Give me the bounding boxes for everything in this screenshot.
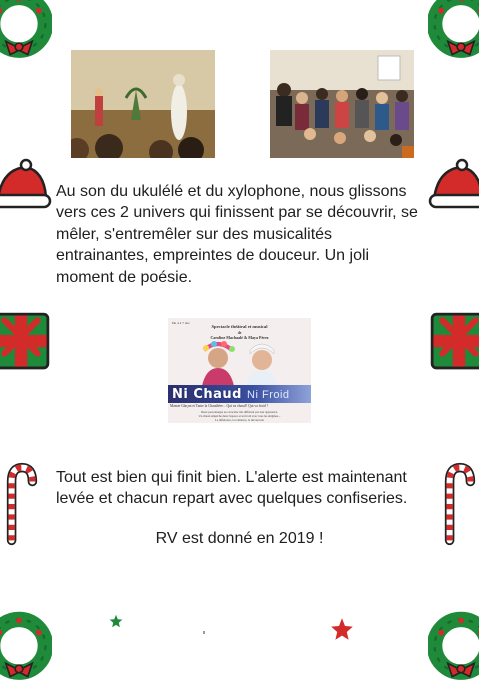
wreath-icon (428, 608, 479, 688)
paragraph-rendezvous: RV est donné en 2019 ! (155, 530, 324, 547)
wreath-icon (0, 608, 52, 688)
paragraph-intro: Au son du ukulélé et du xylophone, nous glissons vers ces 2 univers qui finissent par se découvrir, se mêler, s'entremêler sur des musicalités entrainantes, empreintes de douceur. Un joli moment de poésie. (56, 183, 418, 286)
star-icon (330, 617, 354, 641)
show-poster (168, 318, 311, 423)
poster-desc-1: Deux personnages au caractère très différent par leur apparence. (201, 410, 278, 414)
photo-audience (270, 50, 414, 158)
poster-authors: Caroline Machaalé & Maya Pérez (210, 335, 269, 340)
poster-performers-image (190, 340, 290, 386)
santa-hat-icon (0, 150, 52, 220)
dot-mark (203, 631, 205, 634)
paragraph-ending: Tout est bien qui finit bien. L'alerte est maintenant levée et chacun repart avec quelques confiseries. (56, 469, 408, 508)
poster-age: Du 4 à 7 ans (172, 321, 190, 325)
poster-title (172, 387, 290, 402)
santa-hat-icon (428, 150, 479, 220)
wreath-icon (0, 0, 52, 66)
poster-desc-2: Un chaud empêche dans l'espace et un froid avec tous les énigmes... (198, 414, 281, 418)
poster-title-froid: Ni Froid (247, 389, 290, 401)
wreath-icon (428, 0, 479, 66)
gift-icon (428, 300, 479, 378)
photo-spectacle-scene (71, 50, 215, 158)
star-icon (109, 614, 123, 628)
poster-heading-de: de (237, 331, 242, 335)
poster-desc-3: La différence, la tolérance, la découverte (215, 418, 264, 422)
poster-heading: Spectacle théâtral et musical (211, 324, 268, 329)
gift-icon (0, 300, 52, 378)
poster-title-chaud: Ni Chaud (172, 387, 242, 402)
poster-subtitle: Mamie Glaçon et Tante la Chaudière... Qui va chaud? Qui va froid ? (170, 404, 269, 408)
